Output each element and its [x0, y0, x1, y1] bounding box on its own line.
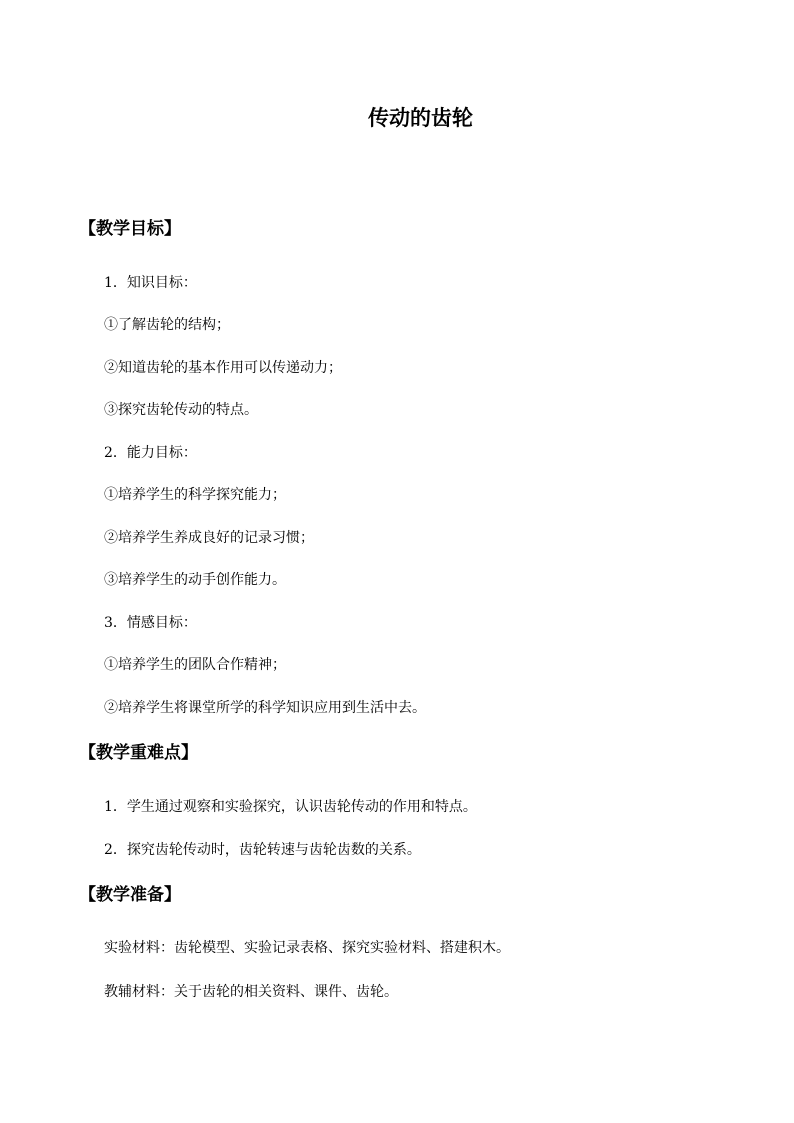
preparation-teaching-aids: 教辅材料：关于齿轮的相关资料、课件、齿轮。: [104, 984, 398, 1000]
objective-knowledge-item-2: ②知道齿轮的基本作用可以传递动力；: [104, 360, 342, 376]
objective-knowledge-title: 1．知识目标：: [104, 275, 197, 291]
section-heading-teaching-objectives: 【教学目标】: [79, 219, 181, 239]
objective-knowledge-item-1: ①了解齿轮的结构；: [104, 317, 230, 333]
document-title: 传动的齿轮: [368, 105, 473, 130]
objective-emotion-item-1: ①培养学生的团队合作精神；: [104, 657, 286, 673]
section-heading-preparation: 【教学准备】: [79, 885, 181, 905]
objective-ability-item-3: ③培养学生的动手创作能力。: [104, 572, 286, 588]
key-point-1: 1．学生通过观察和实验探究，认识齿轮传动的作用和特点。: [104, 799, 477, 815]
objective-knowledge-item-3: ③探究齿轮传动的特点。: [104, 402, 258, 418]
objective-emotion-title: 3．情感目标：: [104, 615, 197, 631]
objective-ability-item-1: ①培养学生的科学探究能力；: [104, 487, 286, 503]
key-point-2: 2．探究齿轮传动时，齿轮转速与齿轮齿数的关系。: [104, 842, 421, 858]
objective-ability-title: 2．能力目标：: [104, 445, 197, 461]
section-heading-key-points: 【教学重难点】: [79, 743, 198, 763]
preparation-experiment-materials: 实验材料：齿轮模型、实验记录表格、探究实验材料、搭建积木。: [104, 940, 510, 956]
objective-ability-item-2: ②培养学生养成良好的记录习惯；: [104, 530, 314, 546]
objective-emotion-item-2: ②培养学生将课堂所学的科学知识应用到生活中去。: [104, 700, 426, 716]
